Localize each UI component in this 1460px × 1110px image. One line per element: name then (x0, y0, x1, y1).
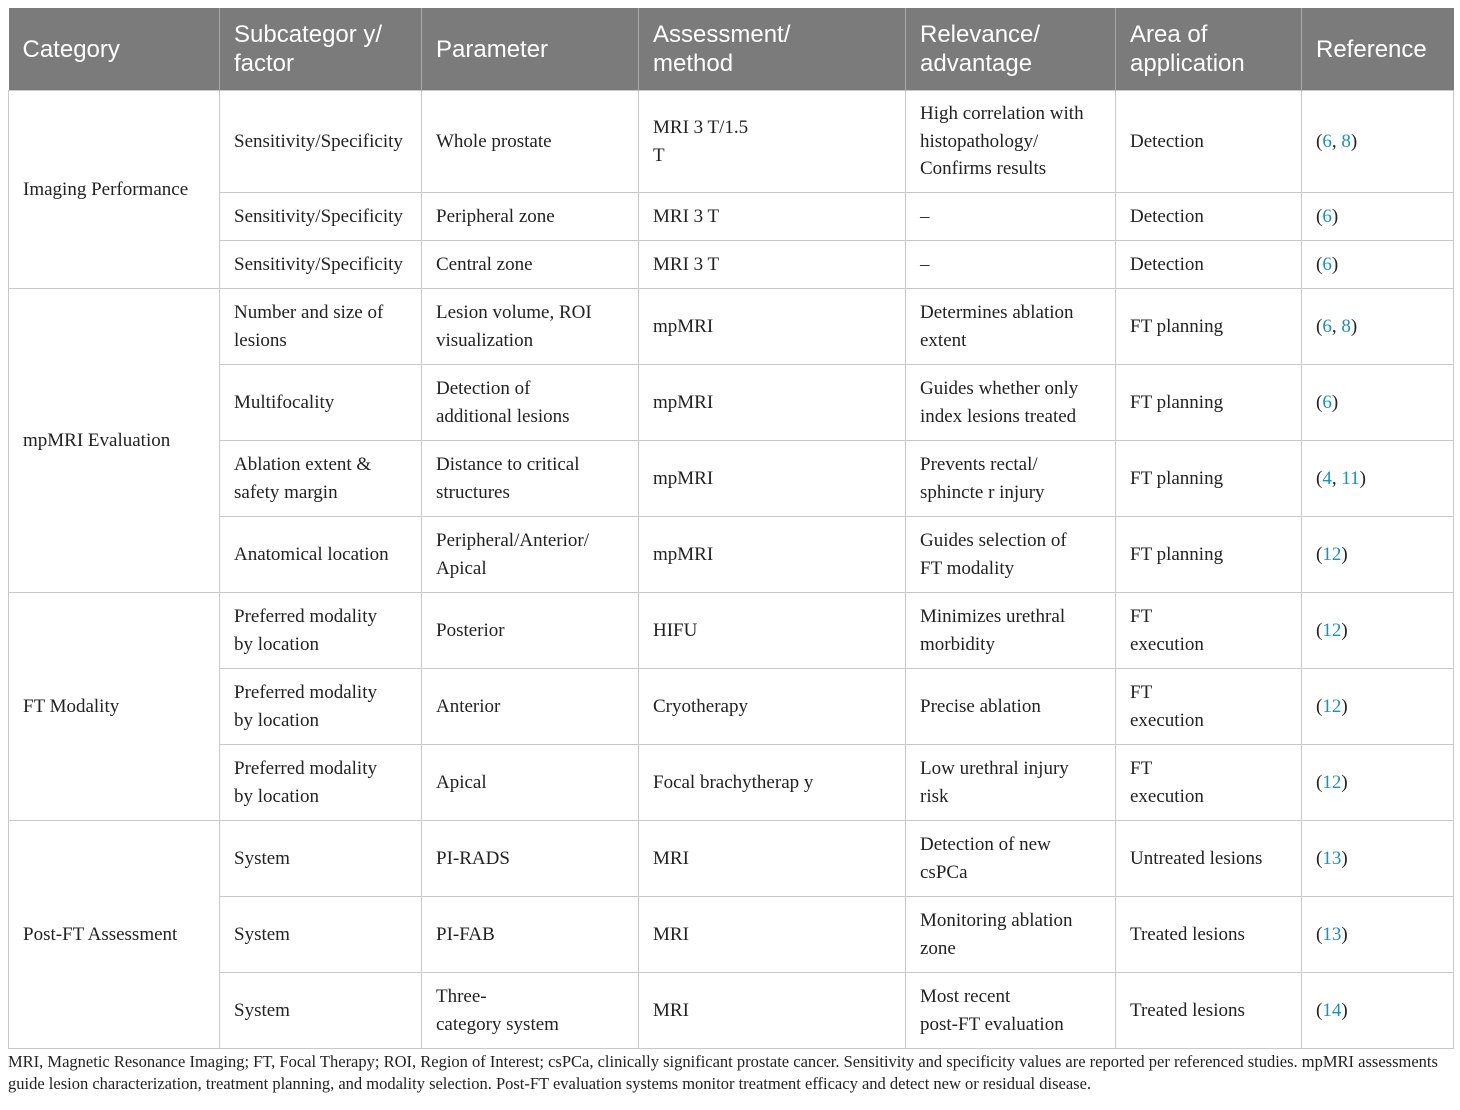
method-cell: mpMRI (639, 365, 906, 441)
reference-link[interactable]: 4 (1322, 467, 1332, 489)
table-row (9, 973, 1454, 1049)
relevance-cell: Guides whether only index lesions treated (906, 365, 1116, 441)
reference-link[interactable]: 13 (1322, 923, 1342, 945)
subcategory-cell: Multifocality (220, 365, 422, 441)
parameter-cell: Detection of additional lesions (422, 365, 639, 441)
table-row (9, 441, 1454, 517)
reference-cell: (14) (1302, 973, 1454, 1049)
header-category: Category (9, 8, 220, 91)
reference-cell: (13) (1302, 821, 1454, 897)
parameter-cell: Three- category system (422, 973, 639, 1049)
area-cell: FT planning (1116, 365, 1302, 441)
reference-cell: (6, 8) (1302, 91, 1454, 193)
area-cell: Detection (1116, 91, 1302, 193)
parameter-cell: Apical (422, 745, 639, 821)
area-cell: FT planning (1116, 517, 1302, 593)
method-cell: MRI 3 T (639, 241, 906, 289)
area-cell: FT execution (1116, 593, 1302, 669)
area-cell: FT execution (1116, 669, 1302, 745)
reference-cell: (4, 11) (1302, 441, 1454, 517)
subcategory-cell: System (220, 973, 422, 1049)
table-row (9, 91, 1454, 193)
parameter-cell: Distance to critical structures (422, 441, 639, 517)
table-row (9, 745, 1454, 821)
table-body (9, 91, 1454, 1049)
relevance-cell: Determines ablation extent (906, 289, 1116, 365)
subcategory-cell: Ablation extent & safety margin (220, 441, 422, 517)
area-cell: FT planning (1116, 441, 1302, 517)
area-cell: FT execution (1116, 745, 1302, 821)
method-cell: MRI (639, 973, 906, 1049)
reference-cell: (6, 8) (1302, 289, 1454, 365)
area-cell: Detection (1116, 241, 1302, 289)
parameter-cell: Posterior (422, 593, 639, 669)
relevance-cell: Precise ablation (906, 669, 1116, 745)
table-row (9, 669, 1454, 745)
reference-link[interactable]: 12 (1322, 771, 1342, 793)
reference-cell: (6) (1302, 365, 1454, 441)
header-parameter: Parameter (422, 8, 639, 91)
reference-cell: (12) (1302, 745, 1454, 821)
category-cell: Imaging Performance (9, 91, 220, 289)
relevance-cell: High correlation with histopathology/ Confirms results (906, 91, 1116, 193)
method-cell: MRI (639, 821, 906, 897)
table-row (9, 365, 1454, 441)
reference-link[interactable]: 13 (1322, 847, 1342, 869)
method-cell: MRI 3 T (639, 193, 906, 241)
category-cell: FT Modality (9, 593, 220, 821)
area-cell: Treated lesions (1116, 973, 1302, 1049)
parameter-cell: Peripheral zone (422, 193, 639, 241)
header-row (9, 8, 1454, 91)
subcategory-cell: Sensitivity/Specificity (220, 241, 422, 289)
method-cell: mpMRI (639, 441, 906, 517)
method-cell: mpMRI (639, 517, 906, 593)
reference-cell: (12) (1302, 517, 1454, 593)
subcategory-cell: Sensitivity/Specificity (220, 91, 422, 193)
table-row (9, 593, 1454, 669)
subcategory-cell: System (220, 897, 422, 973)
header-subcategory: Subcategor y/ factor (220, 8, 422, 91)
reference-link[interactable]: 8 (1341, 130, 1351, 152)
parameter-cell: Lesion volume, ROI visualization (422, 289, 639, 365)
relevance-cell: Prevents rectal/ sphincte r injury (906, 441, 1116, 517)
method-cell: mpMRI (639, 289, 906, 365)
header-reference: Reference (1302, 8, 1454, 91)
reference-link[interactable]: 11 (1341, 467, 1360, 489)
subcategory-cell: Anatomical location (220, 517, 422, 593)
method-cell: MRI 3 T/1.5 T (639, 91, 906, 193)
summary-table (8, 8, 1454, 1049)
reference-link[interactable]: 12 (1322, 695, 1342, 717)
table-footnote: MRI, Magnetic Resonance Imaging; FT, Focal Therapy; ROI, Region of Interest; csPCa, clinically significant prostate cancer. Sensitivity and specificity values are reported per referenced studies. mpMRI assessments guide lesion characterization, treatment planning, and modality selection. Post-FT evaluation systems monitor treatment efficacy and detect new or residual disease. (8, 1052, 1438, 1093)
subcategory-cell: Sensitivity/Specificity (220, 193, 422, 241)
table-row (9, 517, 1454, 593)
relevance-cell: Guides selection of FT modality (906, 517, 1116, 593)
table-row (9, 821, 1454, 897)
subcategory-cell: Preferred modality by location (220, 669, 422, 745)
reference-link[interactable]: 8 (1341, 315, 1351, 337)
table-row (9, 897, 1454, 973)
table-container (8, 8, 1453, 1049)
reference-link[interactable]: 6 (1322, 205, 1332, 227)
reference-link[interactable]: 6 (1322, 391, 1332, 413)
area-cell: Treated lesions (1116, 897, 1302, 973)
parameter-cell: PI-RADS (422, 821, 639, 897)
category-cell: mpMRI Evaluation (9, 289, 220, 593)
relevance-cell: Monitoring ablation zone (906, 897, 1116, 973)
area-cell: Detection (1116, 193, 1302, 241)
subcategory-cell: Preferred modality by location (220, 593, 422, 669)
method-cell: HIFU (639, 593, 906, 669)
method-cell: Focal brachytherap y (639, 745, 906, 821)
relevance-cell: Low urethral injury risk (906, 745, 1116, 821)
parameter-cell: Central zone (422, 241, 639, 289)
table-row (9, 241, 1454, 289)
subcategory-cell: System (220, 821, 422, 897)
parameter-cell: Peripheral/Anterior/ Apical (422, 517, 639, 593)
reference-cell: (6) (1302, 193, 1454, 241)
reference-cell: (12) (1302, 593, 1454, 669)
reference-link[interactable]: 12 (1322, 619, 1342, 641)
relevance-cell: – (906, 193, 1116, 241)
subcategory-cell: Preferred modality by location (220, 745, 422, 821)
relevance-cell: Most recent post-FT evaluation (906, 973, 1116, 1049)
reference-link[interactable]: 12 (1322, 543, 1342, 565)
header-area: Area of application (1116, 8, 1302, 91)
method-cell: MRI (639, 897, 906, 973)
table-row (9, 193, 1454, 241)
category-cell: Post-FT Assessment (9, 821, 220, 1049)
reference-cell: (6) (1302, 241, 1454, 289)
reference-cell: (13) (1302, 897, 1454, 973)
table-row (9, 289, 1454, 365)
subcategory-cell: Number and size of lesions (220, 289, 422, 365)
header-method: Assessment/ method (639, 8, 906, 91)
parameter-cell: Whole prostate (422, 91, 639, 193)
area-cell: Untreated lesions (1116, 821, 1302, 897)
relevance-cell: Minimizes urethral morbidity (906, 593, 1116, 669)
parameter-cell: Anterior (422, 669, 639, 745)
reference-link[interactable]: 14 (1322, 999, 1342, 1021)
method-cell: Cryotherapy (639, 669, 906, 745)
relevance-cell: Detection of new csPCa (906, 821, 1116, 897)
reference-link[interactable]: 6 (1322, 253, 1332, 275)
reference-cell: (12) (1302, 669, 1454, 745)
relevance-cell: – (906, 241, 1116, 289)
reference-link[interactable]: 6 (1322, 130, 1332, 152)
reference-link[interactable]: 6 (1322, 315, 1332, 337)
parameter-cell: PI-FAB (422, 897, 639, 973)
header-relevance: Relevance/ advantage (906, 8, 1116, 91)
area-cell: FT planning (1116, 289, 1302, 365)
